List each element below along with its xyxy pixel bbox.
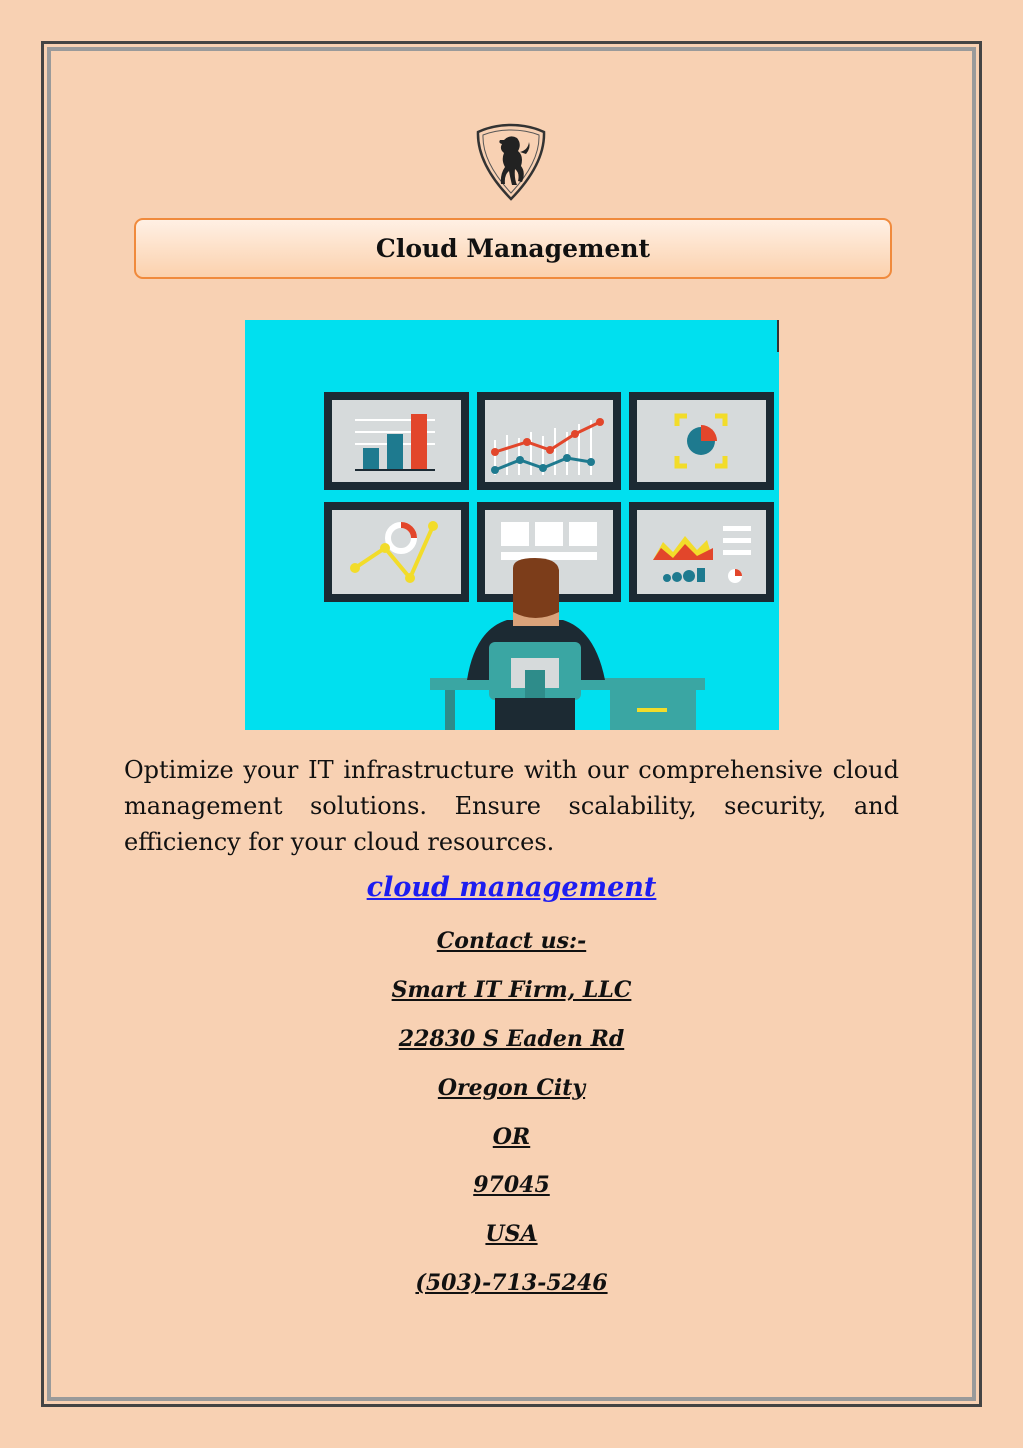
monitor-area-chart-icon xyxy=(629,502,774,602)
lion-shield-logo-icon xyxy=(474,122,548,202)
cloud-management-link[interactable]: cloud management xyxy=(366,872,657,903)
cloud-dashboard-illustration xyxy=(245,320,779,730)
monitor-bar-chart-icon xyxy=(324,392,469,490)
phone-number: (503)-713-5246 xyxy=(415,1270,608,1297)
country: USA xyxy=(485,1221,538,1248)
monitor-donut-line-icon xyxy=(324,502,469,602)
page-title: Cloud Management xyxy=(134,218,892,279)
company-name: Smart IT Firm, LLC xyxy=(391,976,632,1003)
contact-block xyxy=(0,928,1023,1319)
zip-code: 97045 xyxy=(473,1172,550,1199)
monitor-line-chart-icon xyxy=(477,392,621,490)
city: Oregon City xyxy=(437,1074,586,1101)
state: OR xyxy=(492,1123,531,1150)
street-address: 22830 S Eaden Rd xyxy=(398,1025,625,1052)
description-paragraph: Optimize your IT infrastructure with our comprehensive cloud management solutions. Ensure scalability, security, and efficiency for your cloud resources. xyxy=(124,756,899,856)
contact-heading: Contact us:- xyxy=(436,928,587,954)
monitor-pie-focus-icon xyxy=(629,392,774,490)
